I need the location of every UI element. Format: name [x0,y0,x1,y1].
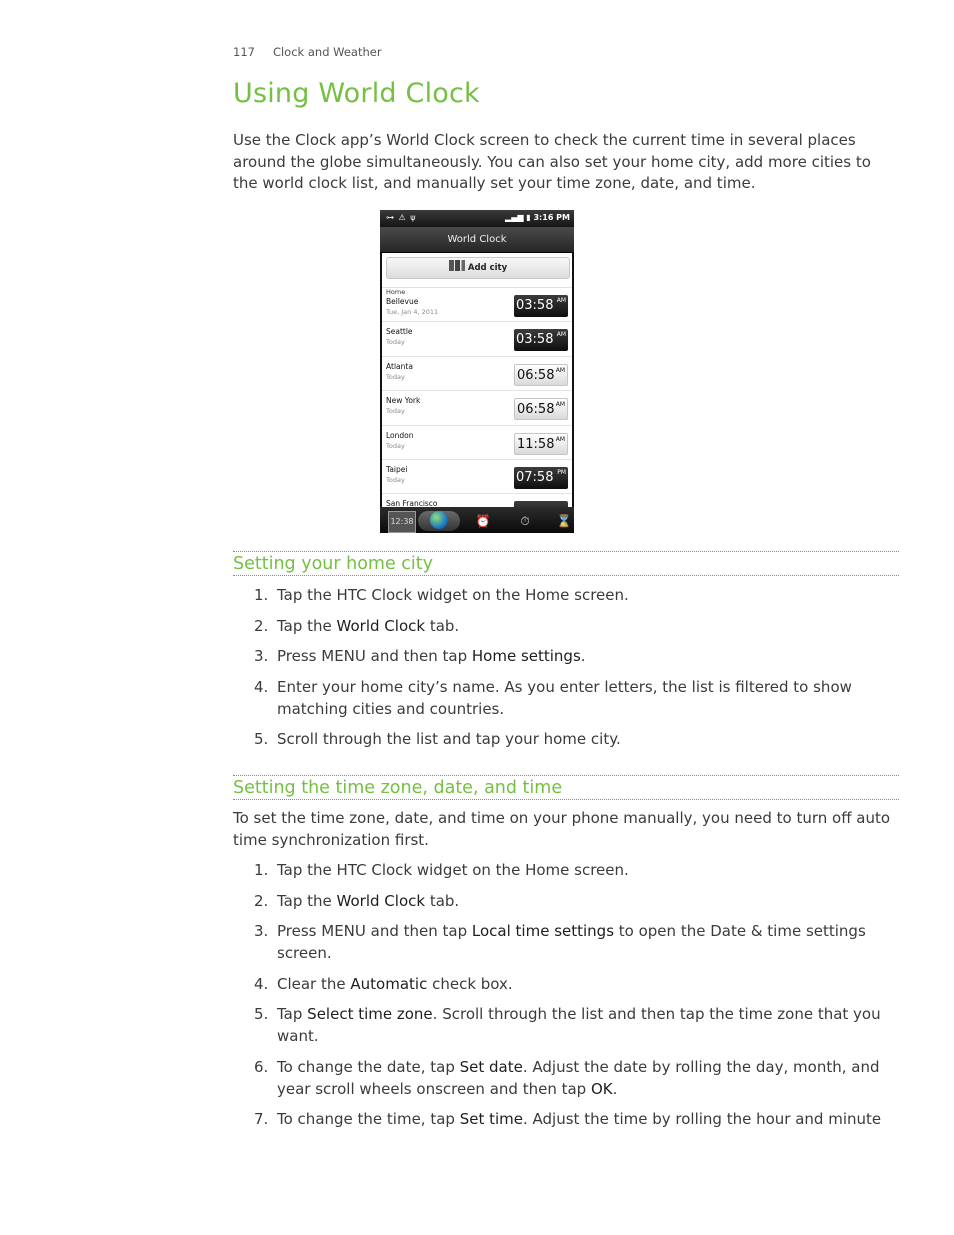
page-header [233,45,382,59]
city-row[interactable] [382,493,572,507]
city-name: Seattle [386,327,413,337]
step-text: Tap the [277,616,337,635]
step-number: 5. [254,1005,269,1023]
city-clock [514,364,568,386]
app-title-bar: World Clock [380,227,574,253]
ui-term: World Clock [336,891,426,910]
section-title: Setting your home city [233,554,434,574]
step-text: To change the time, tap [277,1110,460,1128]
city-row[interactable] [382,390,572,425]
list-item [233,1003,899,1047]
city-date: Tue, Jan 4, 2011 [386,308,439,316]
clock-time: 07:58 [516,470,554,485]
status-icons: ⊶ ⚠ ψ [386,213,417,222]
page-number: 117 [233,45,255,59]
clock-ampm: AM [556,331,566,339]
ui-term: Automatic [350,974,428,993]
time-zone-steps [233,859,899,1130]
city-date: Today [386,407,405,416]
step-text: Scroll through the list and tap your home city. [277,730,621,748]
city-list [382,253,572,507]
clock-ampm: AM [555,401,565,409]
step-text: Enter your home city’s name. As you enter letters, the list is filtered to show matching cities and countries. [277,677,852,718]
step-text: Clear the [277,974,351,993]
world-clock-tab[interactable] [418,511,460,531]
section-intro: To set the time zone, date, and time on your phone manually, you need to turn off auto time synchronization first. [233,809,891,849]
step-text: To change the date, tap [277,1057,460,1076]
section-rule-bottom [233,575,899,576]
step-number: 2. [254,891,269,910]
list-item [233,676,899,720]
city-clock [514,295,568,317]
ui-term: OK [590,1079,613,1098]
ui-term: Select time zone [307,1005,433,1023]
ui-term: Home settings [471,647,581,665]
city-row[interactable] [382,321,572,356]
clock-time: 11:58 [517,436,555,452]
add-city-button[interactable] [386,257,570,279]
list-item [233,584,899,606]
step-text: Tap the HTC Clock widget on the Home screen. [277,586,629,604]
home-label: Home [386,288,406,296]
city-date: Today [386,372,405,381]
step-text: Press MENU and then tap [277,647,472,665]
timer-tab-icon[interactable]: ⌛ [556,514,572,528]
city-clock [514,433,568,455]
add-city-label: Add city [467,263,508,273]
step-number: 5. [254,730,269,748]
city-name: Bellevue [386,297,419,306]
buildings-icon [449,260,465,271]
home-city-steps [233,584,899,750]
ui-term: Local time settings [471,922,615,940]
city-date: Today [386,441,405,450]
city-date: Today [386,338,405,347]
list-item [233,890,899,912]
step-number: 1. [254,861,269,879]
phone-screenshot [380,210,574,533]
city-name: Atlanta [386,361,413,371]
list-item [233,615,899,637]
step-text: Tap the [277,891,337,910]
section-time-zone [233,775,899,1139]
clock-ampm: AM [555,435,565,443]
step-number: 2. [254,616,269,635]
clock-time: 03:58 [516,332,554,348]
list-item [233,1108,899,1130]
step-text: to open the Date & time settings screen. [277,922,866,962]
step-text: . Scroll through the list and then tap the time zone that you want. [277,1005,881,1045]
step-text: Tap the HTC Clock widget on the Home screen. [277,861,629,879]
section-home-city [233,551,899,759]
step-text: . [580,647,586,665]
city-name: Taipei [386,465,408,474]
list-item [233,920,899,964]
city-name: London [386,430,414,440]
city-row[interactable] [382,356,572,391]
step-number: 3. [254,647,269,665]
list-item [233,728,899,750]
city-clock [514,467,568,489]
list-item [233,645,899,667]
step-number: 6. [254,1057,269,1076]
step-number: 3. [254,922,269,940]
chapter-name: Clock and Weather [272,45,382,59]
step-text: . Adjust the date by rolling the day, month, and year scroll wheels onscreen and then tap [277,1057,880,1098]
clock-time: 06:58 [517,367,555,383]
clock-ampm: AM [556,297,566,304]
globe-tab-icon [430,511,448,529]
intro-paragraph: Use the Clock app’s World Clock screen to check the current time in several places around the globe simultaneously. You can also set your home city, add more cities to the world clock list, and manually set your time zone, date, and time. [233,131,871,192]
status-bar [380,210,574,227]
step-text: tab. [425,891,460,910]
step-text: Tap [277,1005,308,1023]
ui-term: World Clock [336,616,426,635]
ui-term: Set date [459,1057,523,1076]
step-number: 4. [254,677,269,696]
city-row[interactable] [382,287,572,322]
step-number: 7. [254,1110,269,1128]
page-title: Using World Clock [233,78,480,109]
list-item [233,859,899,881]
step-number: 4. [254,974,269,993]
alarm-tab-icon[interactable]: ⏰ [475,514,491,528]
clock-tab-icon[interactable]: 12:38 [388,511,416,533]
city-name: San Francisco [386,499,438,507]
city-row[interactable] [382,425,572,460]
step-text: . [612,1079,618,1098]
clock-ampm: PM [557,469,566,476]
section-title: Setting the time zone, date, and time [233,778,563,798]
clock-time: 03:58 [516,298,554,313]
step-text: check box. [427,974,513,993]
step-text: tab. [425,616,460,635]
city-clock [514,329,568,351]
step-text: . Adjust the time by rolling the hour and minute [523,1110,882,1128]
list-item [233,973,899,995]
city-name: New York [386,396,421,406]
city-date: Today [386,476,405,484]
step-number: 1. [254,586,269,604]
ui-term: Set time [459,1110,523,1128]
list-item [233,1056,899,1100]
status-time: ▂▄▆ ▮ 3:16 PM [505,213,570,222]
section-rule-bottom [233,799,899,800]
city-row[interactable] [382,459,572,494]
step-text: Press MENU and then tap [277,922,472,940]
city-clock [514,398,568,420]
clock-time: 06:58 [517,402,555,418]
clock-ampm: AM [555,366,565,374]
stopwatch-tab-icon[interactable]: ⏱ [520,514,530,528]
tab-bar [380,507,574,533]
